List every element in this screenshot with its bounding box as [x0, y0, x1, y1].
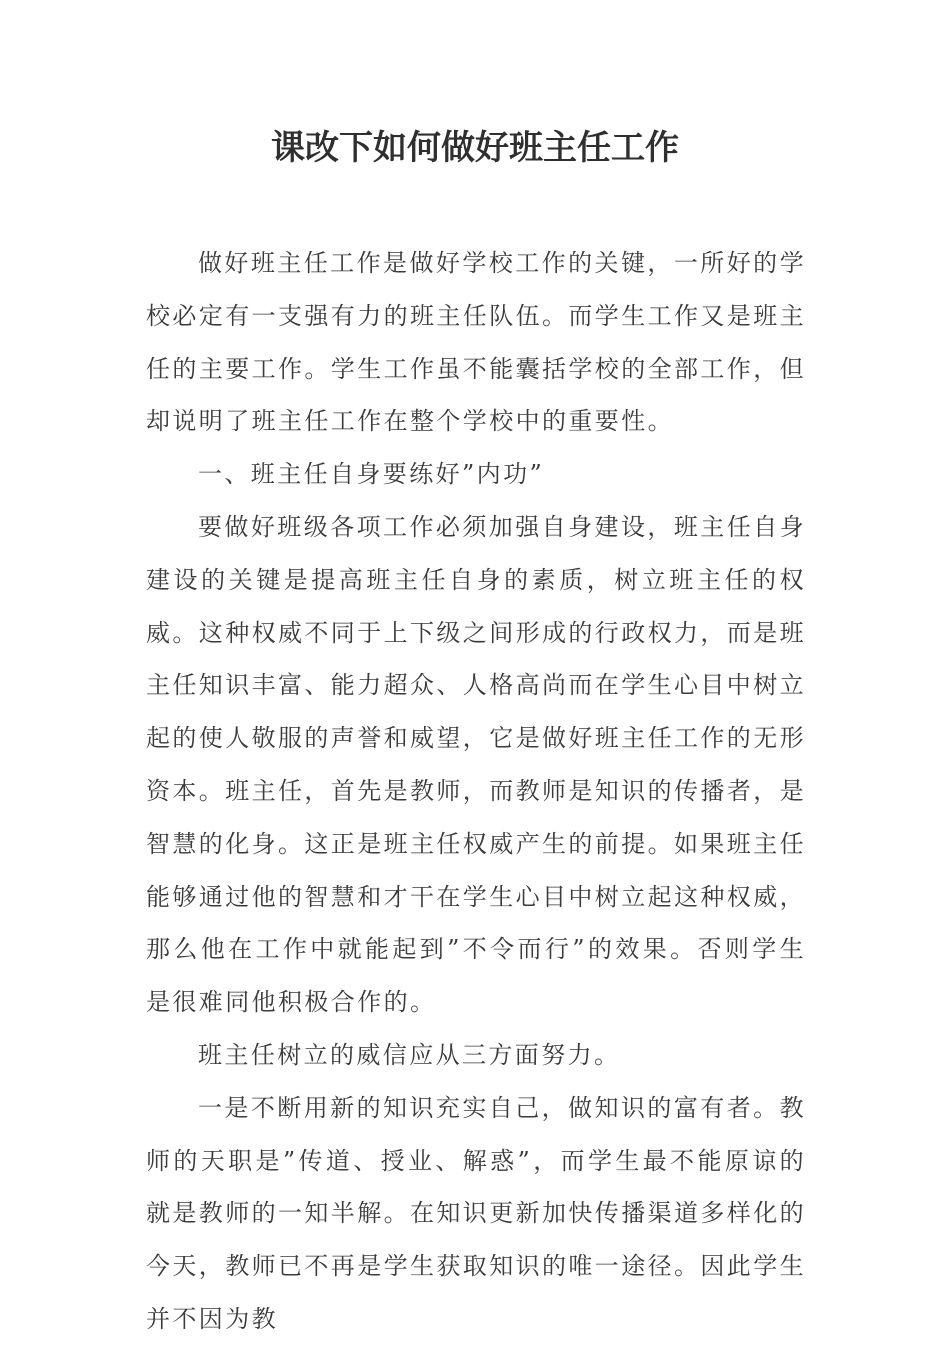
document-title: 课改下如何做好班主任工作 — [271, 128, 679, 168]
section-heading-1: 一、班主任自身要练好”内功” — [198, 460, 545, 489]
paragraph-knowledge: 一是不断用新的知识充实自己，做知识的富有者。教师的天职是”传道、授业、解惑”，而学生最不能原谅的就是教师的一知半解。在知识更新加快传播渠道多样化的今天，教师已不再是学生获取知识的唯一途径。因此学生并不因为教 — [146, 1093, 806, 1333]
paragraph-self-building: 要做好班级各项工作必须加强自身建设，班主任自身建设的关键是提高班主任自身的素质，树立班主任的权威。这种权威不同于上下级之间形成的行政权力，而是班主任知识丰富、能力超众、人格高尚而在学生心目中树立起的使人敬服的声誉和威望，它是做好班主任工作的无形资本。班主任，首先是教师，而教师是知识的传播者，是智慧的化身。这正是班主任权威产生的前提。如果班主任能够通过他的智慧和才干在学生心目中树立起这种权威，那么他在工作中就能起到”不令而行”的效果。否则学生是很难同他积极合作的。 — [146, 512, 806, 1017]
paragraph-intro: 做好班主任工作是做好学校工作的关键，一所好的学校必定有一支强有力的班主任队伍。而学生工作又是班主任的主要工作。学生工作虽不能囊括学校的全部工作，但却说明了班主任工作在整个学校中的重要性。 — [146, 249, 806, 436]
document-body — [146, 237, 806, 1346]
paragraph-three-aspects: 班主任树立的威信应从三方面努力。 — [198, 1040, 621, 1069]
